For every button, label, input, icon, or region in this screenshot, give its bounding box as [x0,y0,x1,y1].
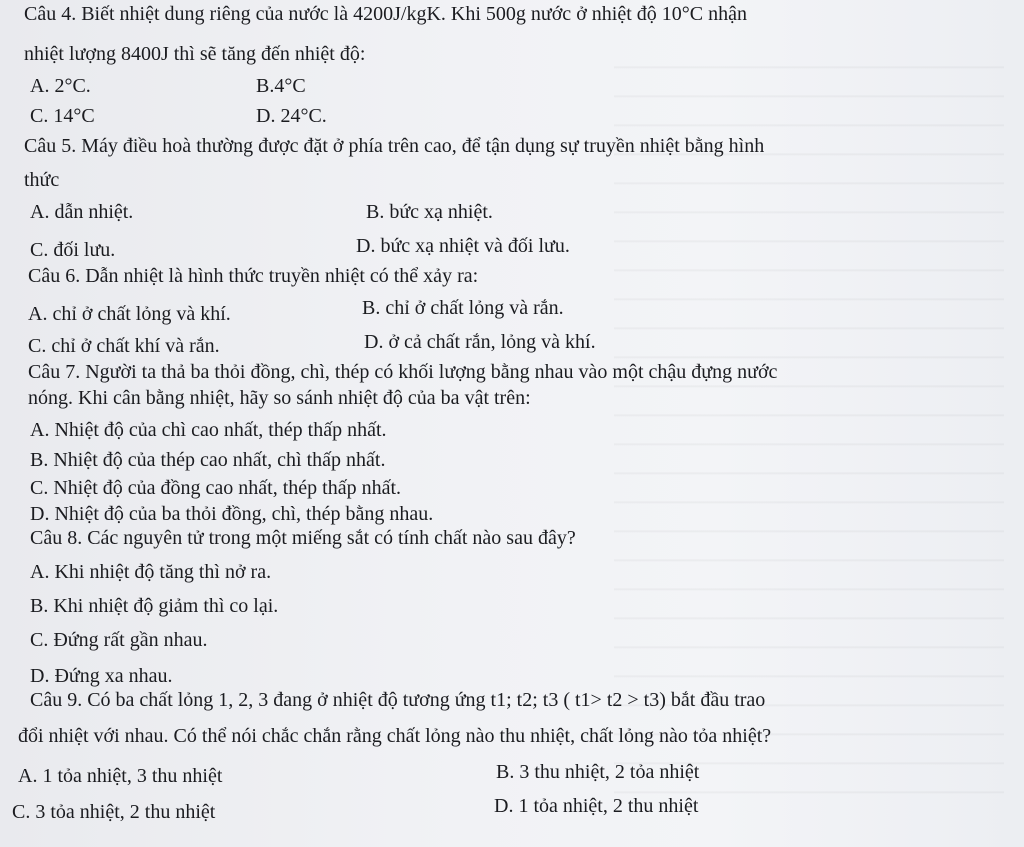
q5-line-1: Câu 5. Máy điều hoà thường được đặt ở phía trên cao, để tận dụng sự truyền nhiệt bằng hình [24,135,765,157]
q8-option-d: D. Đứng xa nhau. [30,665,173,687]
q6-option-c: C. chỉ ở chất khí và rắn. [28,335,220,357]
q4-option-a: A. 2°C. [30,75,91,97]
q4-option-c: C. 14°C [30,105,95,127]
q6-option-a: A. chỉ ở chất lỏng và khí. [28,303,231,325]
q6-option-d: D. ở cả chất rắn, lỏng và khí. [364,331,596,353]
q6-option-b: B. chỉ ở chất lỏng và rắn. [362,297,564,319]
q8-option-b: B. Khi nhiệt độ giảm thì co lại. [30,595,279,617]
q9-option-a: A. 1 tỏa nhiệt, 3 thu nhiệt [18,765,223,787]
q7-line-1: Câu 7. Người ta thả ba thỏi đồng, chì, thép có khối lượng bằng nhau vào một chậu đựng nước [28,361,778,383]
q8-line-1: Câu 8. Các nguyên tử trong một miếng sắt có tính chất nào sau đây? [30,527,576,549]
q9-option-b: B. 3 thu nhiệt, 2 tỏa nhiệt [496,761,700,783]
q7-option-b: B. Nhiệt độ của thép cao nhất, chì thấp nhất. [30,449,386,471]
q4-line-1: Câu 4. Biết nhiệt dung riêng của nước là 4200J/kgK. Khi 500g nước ở nhiệt độ 10°C nhận [24,3,747,25]
q9-line-2: đổi nhiệt với nhau. Có thể nói chắc chắn rằng chất lỏng nào thu nhiệt, chất lỏng nào tỏa nhiệt? [18,725,772,747]
q5-option-a: A. dẫn nhiệt. [30,201,134,223]
q7-line-2: nóng. Khi cân bằng nhiệt, hãy so sánh nhiệt độ của ba vật trên: [28,387,531,409]
q4-option-b: B.4°C [256,75,306,97]
q5-option-b: B. bức xạ nhiệt. [366,201,493,223]
q5-option-d: D. bức xạ nhiệt và đối lưu. [356,235,570,257]
q7-option-d: D. Nhiệt độ của ba thỏi đồng, chì, thép bằng nhau. [30,503,434,525]
q9-option-c: C. 3 tỏa nhiệt, 2 thu nhiệt [12,801,216,823]
q9-line-1: Câu 9. Có ba chất lỏng 1, 2, 3 đang ở nhiệt độ tương ứng t1; t2; t3 ( t1> t2 > t3) bắt đầu trao [30,689,766,711]
q7-option-c: C. Nhiệt độ của đồng cao nhất, thép thấp nhất. [30,477,402,499]
q8-option-a: A. Khi nhiệt độ tăng thì nở ra. [30,561,272,583]
q4-option-d: D. 24°C. [256,105,327,127]
q6-line-1: Câu 6. Dẫn nhiệt là hình thức truyền nhiệt có thể xảy ra: [28,265,479,287]
q9-option-d: D. 1 tỏa nhiệt, 2 thu nhiệt [494,795,699,817]
q5-line-2: thức [24,169,60,191]
q7-option-a: A. Nhiệt độ của chì cao nhất, thép thấp nhất. [30,419,387,441]
q4-line-2: nhiệt lượng 8400J thì sẽ tăng đến nhiệt độ: [24,43,366,65]
q8-option-c: C. Đứng rất gần nhau. [30,629,208,651]
q5-option-c: C. đối lưu. [30,239,116,261]
